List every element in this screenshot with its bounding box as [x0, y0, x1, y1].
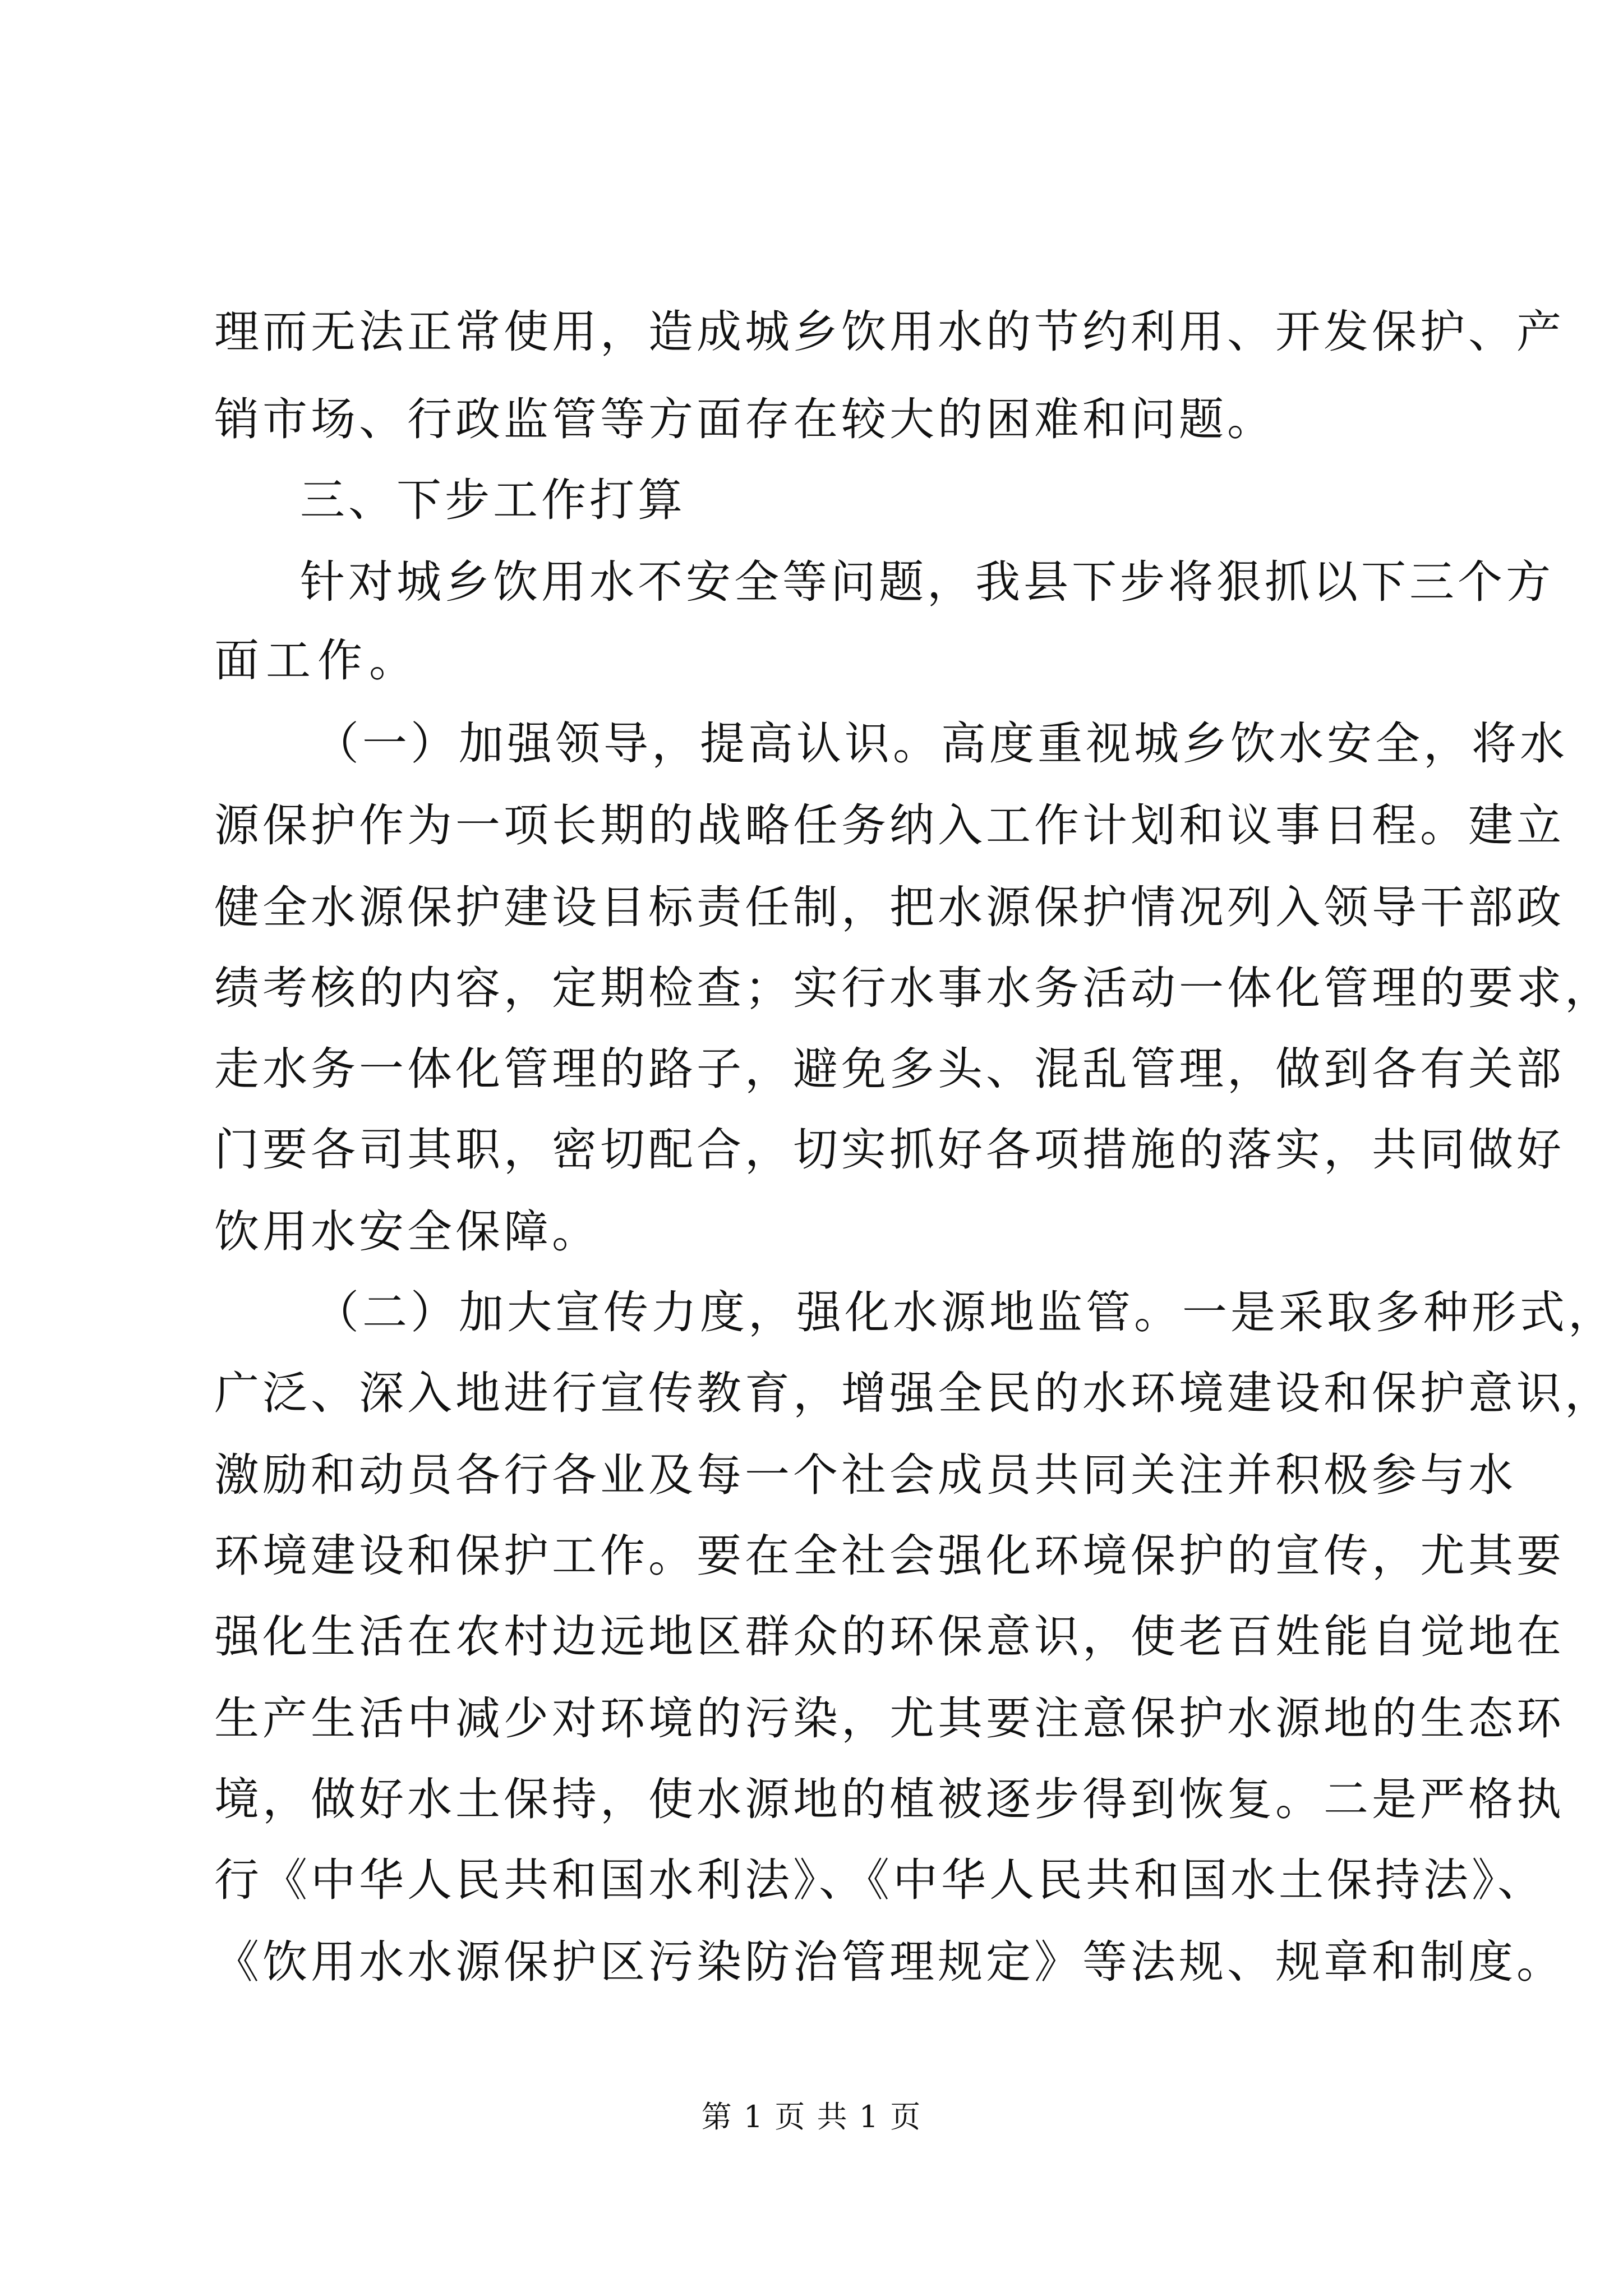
- subsection-line: （二）加大宣传力度，强化水源地监管。一是采取多种形式，: [314, 1286, 1616, 1338]
- body-line: 激励和动员各行各业及每一个社会成员共同关注并积极参与水: [214, 1449, 1516, 1501]
- body-line: 门要各司其职，密切配合，切实抓好各项措施的落实，共同做好: [214, 1124, 1565, 1176]
- body-line: 针对城乡饮用水不安全等问题，我县下步将狠抓以下三个方: [300, 556, 1554, 608]
- subsection-line: （一）加强领导，提高认识。高度重视城乡饮水安全，将水: [314, 717, 1568, 770]
- page-number-footer: 第 1 页 共 1 页: [701, 2099, 922, 2134]
- body-line: 销市场、行政监管等方面存在较大的困难和问题。: [214, 393, 1275, 445]
- body-line: 境，做好水土保持，使水源地的植被逐步得到恢复。二是严格执: [214, 1773, 1565, 1825]
- body-line: 源保护作为一项长期的战略任务纳入工作计划和议事日程。建立: [214, 799, 1565, 852]
- body-line: 饮用水安全保障。: [214, 1205, 600, 1258]
- body-line: 绩考核的内容，定期检查；实行水事水务活动一体化管理的要求，: [214, 962, 1613, 1014]
- body-line: 走水务一体化管理的路子，避免多头、混乱管理，做到各有关部: [214, 1043, 1565, 1095]
- body-line: 行《中华人民共和国水利法》、《中华人民共和国水土保持法》、: [214, 1854, 1546, 1906]
- body-line: 理而无法正常使用，造成城乡饮用水的节约利用、开发保护、产: [214, 306, 1565, 358]
- body-line: 环境建设和保护工作。要在全社会强化环境保护的宣传，尤其要: [214, 1530, 1565, 1582]
- body-line: 强化生活在农村边远地区群众的环保意识，使老百姓能自觉地在: [214, 1611, 1565, 1663]
- body-line: 广泛、深入地进行宣传教育，增强全民的水环境建设和保护意识，: [214, 1367, 1613, 1419]
- body-line: 面工作。: [214, 634, 421, 687]
- body-line: 健全水源保护建设目标责任制，把水源保护情况列入领导干部政: [214, 881, 1565, 933]
- body-line: 《饮用水水源保护区污染防治管理规定》等法规、规章和制度。: [214, 1936, 1565, 1988]
- body-line: 生产生活中减少对环境的污染，尤其要注意保护水源地的生态环: [214, 1692, 1565, 1745]
- section-heading: 三、下步工作打算: [300, 474, 686, 526]
